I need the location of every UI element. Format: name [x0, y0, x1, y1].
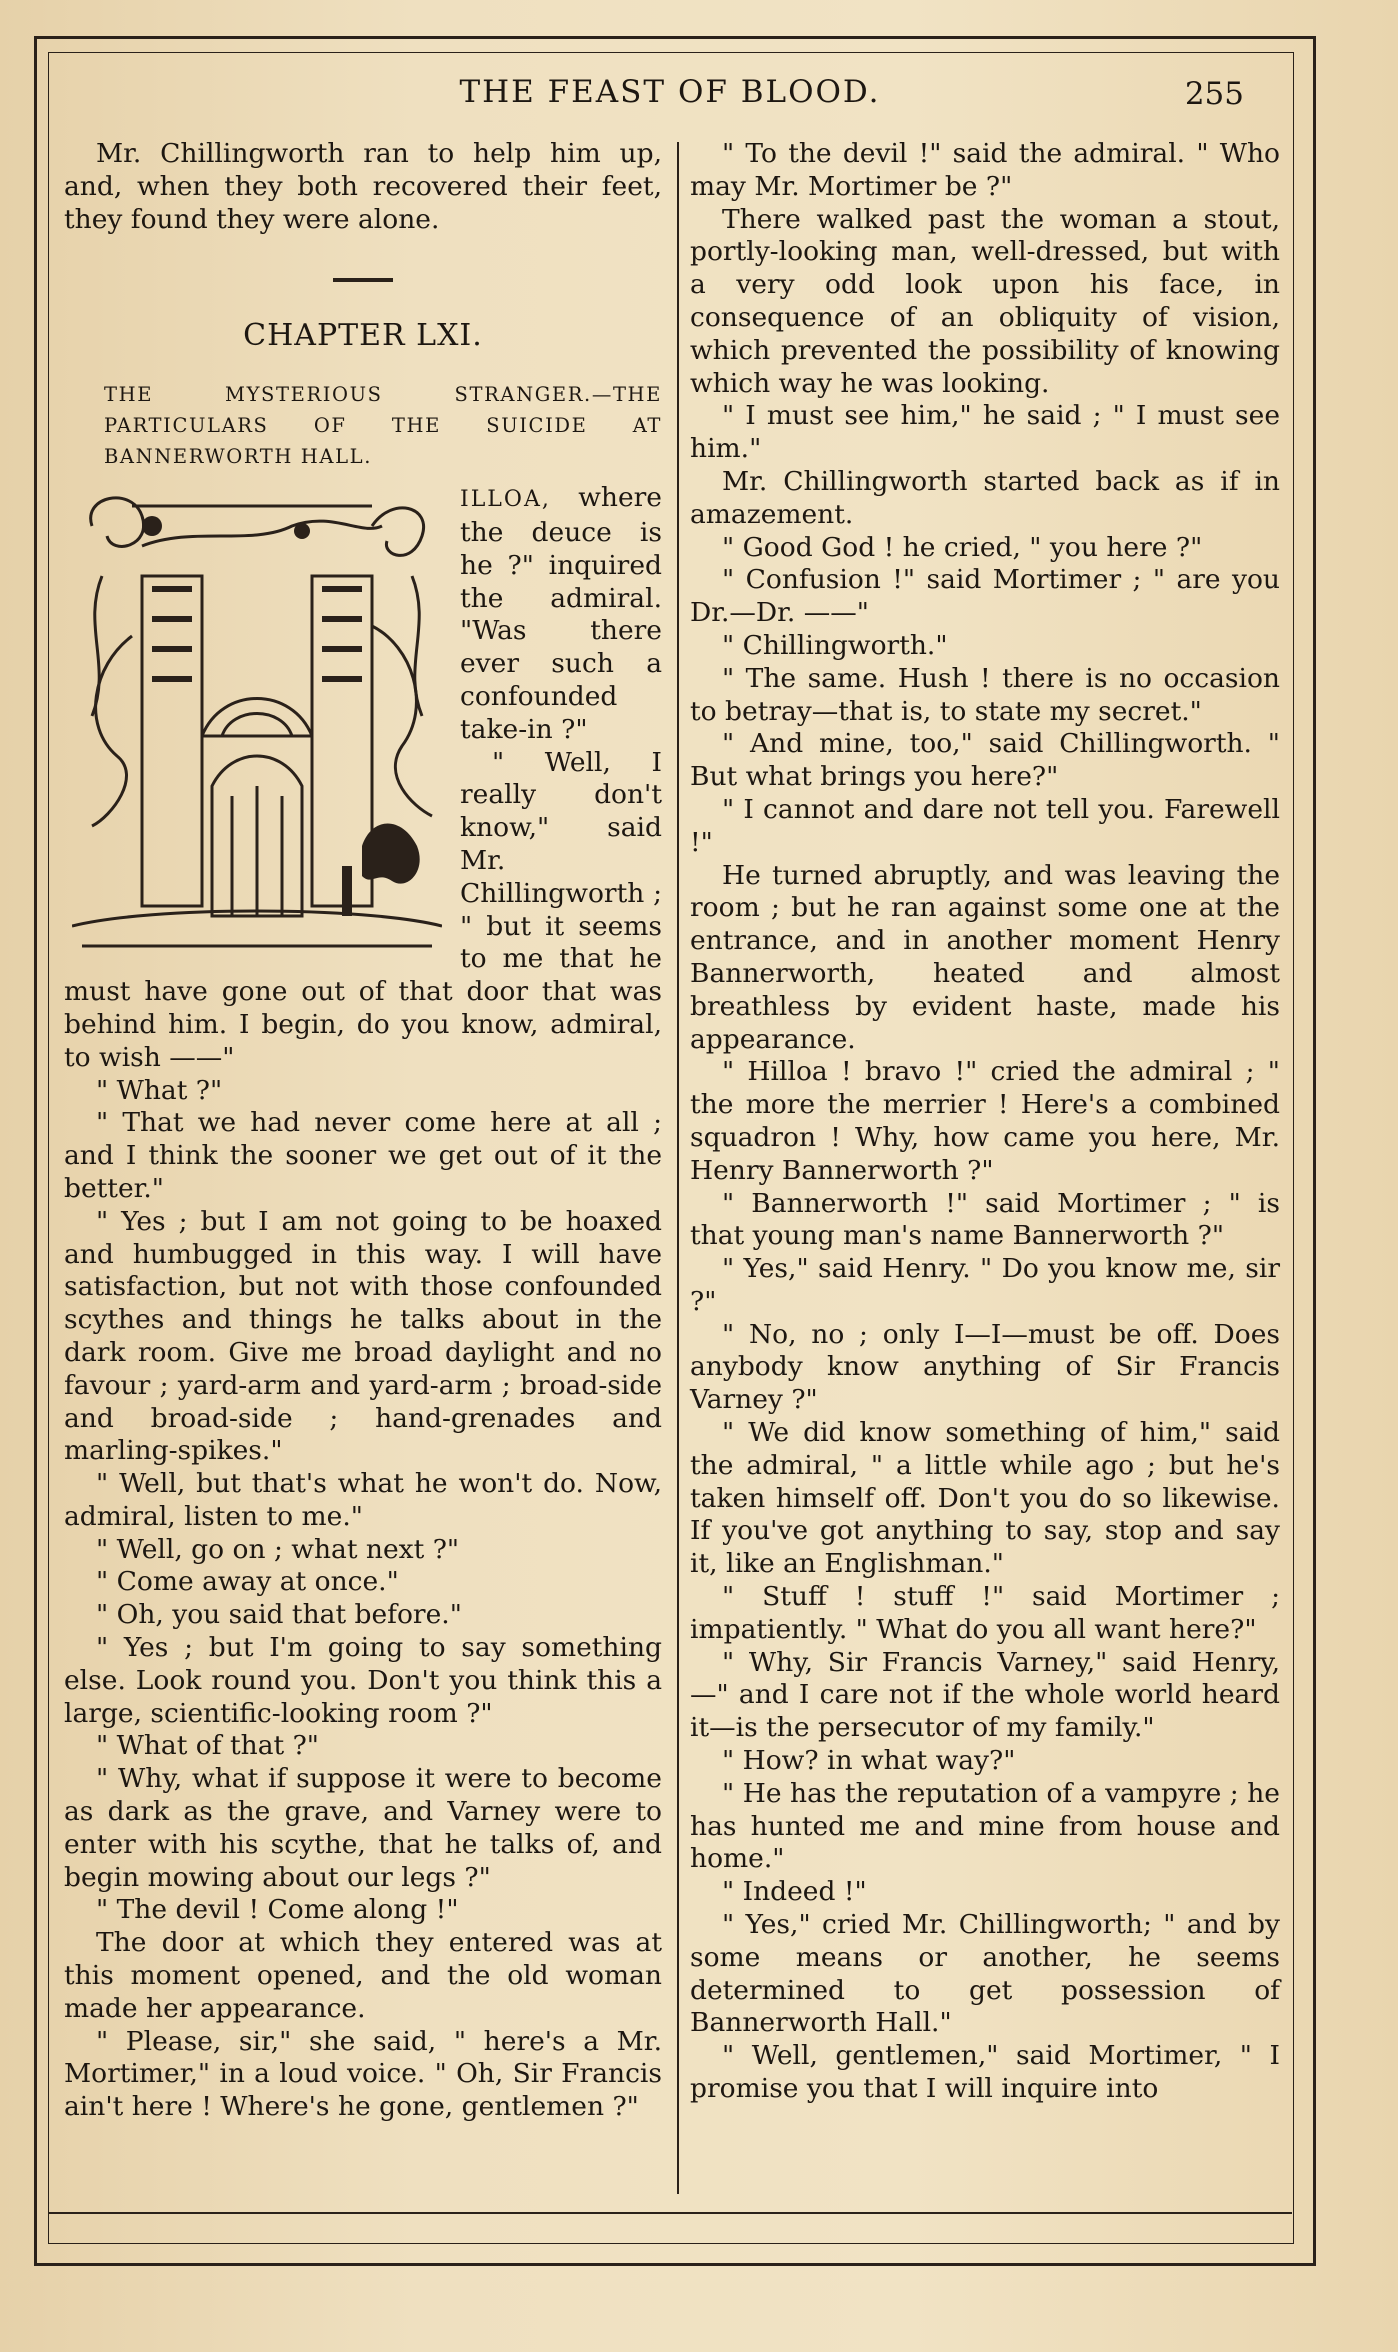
paragraph: " That we had never come here at all ; and I think the sooner we get out of it the better."	[64, 1107, 662, 1204]
paragraph: He turned abruptly, and was leaving the room ; but he ran against some one at the entrance, and in another moment Henry Bannerworth, heated and almost breathless by evident haste, made his appearance.	[690, 859, 1280, 1055]
paragraph: " And mine, too," said Chillingworth. " But what brings you here?"	[690, 728, 1280, 793]
paragraph: " Well, but that's what he won't do. Now, admiral, listen to me."	[64, 1468, 662, 1532]
paragraph: " Confusion !" said Mortimer ; " are you Dr.—Dr. ——"	[690, 564, 1280, 629]
paragraph: " The same. Hush ! there is no occasion to betray—that is, to state my secret."	[690, 662, 1280, 727]
paragraph: The door at which they entered was at this moment opened, and the old woman made her appearance.	[64, 1927, 662, 2024]
ornamental-initial-h-illustration-icon	[72, 486, 442, 956]
paragraph: " Why, what if suppose it were to become as dark as the grave, and Varney were to enter with his scythe, that he talks of, and begin mowing about our legs ?"	[64, 1763, 662, 1893]
section-divider	[333, 278, 393, 282]
paragraph: " No, no ; only I—I—must be off. Does anybody know anything of Sir Francis Varney ?"	[690, 1318, 1280, 1416]
paragraph: " Stuff ! stuff !" said Mortimer ; impatiently. " What do you all want here?"	[690, 1581, 1280, 1645]
running-title: THE FEAST OF BLOOD.	[459, 74, 881, 110]
bottom-rule	[48, 2212, 1292, 2214]
paragraph: " Why, Sir Francis Varney," said Henry,—" and I care not if the whole world heard it—is the persecutor of my family."	[690, 1646, 1280, 1744]
paragraph: " To the devil !" said the admiral. " Who may Mr. Mortimer be ?"	[690, 138, 1280, 202]
paragraph: " We did know something of him," said the admiral, " a little while ago ; but he's taken himself off. Don't you do so likewise. If you've got anything to say, stop and say it, like an Englishman."	[690, 1417, 1280, 1580]
left-column	[64, 138, 662, 2124]
chapter-opening	[64, 482, 662, 1074]
paragraph: " Well, gentlemen," said Mortimer, " I promise you that I will inquire into	[690, 2040, 1280, 2105]
chapter-subtitle: THE MYSTERIOUS STRANGER.—THE PARTICULARS OF THE SUICIDE AT BANNERWORTH HALL.	[104, 383, 662, 469]
paragraph: " What ?"	[96, 1074, 223, 1106]
first-word-smallcaps: ILLOA,	[460, 487, 551, 513]
right-column	[690, 138, 1280, 2106]
paragraph: " Oh, you said that before."	[96, 1599, 462, 1631]
paragraph: " Yes ; but I'm going to say something else. Look round you. Don't you think this a large, scientific-looking room ?"	[64, 1632, 662, 1729]
paragraph: " Yes," said Henry. " Do you know me, sir ?"	[690, 1253, 1280, 1317]
paragraph: " He has the reputation of a vampyre ; he has hunted me and mine from house and home."	[690, 1777, 1280, 1875]
paragraph: " How? in what way?"	[722, 1745, 1016, 1777]
paragraph: " Hilloa ! bravo !" cried the admiral ; " the more the merrier ! Here's a combined squadron ! Why, how came you here, Mr. Henry Bannerworth ?"	[690, 1056, 1280, 1186]
paragraph: " Please, sir," she said, " here's a Mr. Mortimer," in a loud voice. " Oh, Sir Francis ain't here ! Where's he gone, gentlemen ?"	[64, 2025, 662, 2123]
paragraph: " Come away at once."	[96, 1566, 399, 1598]
paragraph: " Yes ; but I am not going to be hoaxed and humbugged in this way. I will have satisfaction, but not with those confounded scythes and things he talks about in the dark room. Give me broad daylight and no favour ; yard-arm and yard-arm ; broad-side and broad-side ; hand-grenades and marling-spikes."	[64, 1205, 662, 1467]
paragraph: " Indeed !"	[722, 1876, 867, 1908]
paragraph: " Yes," cried Mr. Chillingworth; " and by some means or another, he seems determined to get possession of Bannerworth Hall."	[690, 1909, 1280, 2039]
page-header	[48, 74, 1292, 124]
paragraph: There walked past the woman a stout, portly-looking man, well-dressed, but with a very odd look upon his face, in consequence of an obliquity of vision, which prevented the possibility of knowing which way he was looking.	[690, 203, 1280, 399]
paragraph: " Bannerworth !" said Mortimer ; " is that young man's name Bannerworth ?"	[690, 1187, 1280, 1252]
column-rule	[677, 142, 679, 2194]
chapter-title: CHAPTER LXI.	[243, 318, 483, 354]
first-paragraph-text: where the deuce is he ?" inquired the admiral. "Was there ever such a confounded take-in ?"	[460, 482, 662, 745]
paragraph: " I cannot and dare not tell you. Farewell !"	[690, 793, 1280, 858]
paragraph: " Well, go on ; what next ?"	[96, 1533, 460, 1565]
paragraph: " The devil ! Come along !"	[96, 1894, 459, 1926]
paragraph: " What of that ?"	[96, 1730, 319, 1762]
paragraph: " Well, I really don't know," said Mr. Chillingworth ; " but it seems to me that he must have gone out of that door that was behind him. I begin, do you know, admiral, to wish ——"	[64, 746, 662, 1073]
paragraph: " I must see him," he said ; " I must see him."	[690, 400, 1280, 465]
page-number: 255	[1184, 76, 1244, 112]
paragraph: Mr. Chillingworth ran to help him up, and, when they both recovered their feet, they found they were alone.	[64, 138, 662, 235]
paragraph: " Chillingworth."	[722, 629, 948, 661]
paragraph: Mr. Chillingworth started back as if in amazement.	[690, 465, 1280, 530]
paragraph: " Good God ! he cried, " you here ?"	[722, 531, 1203, 563]
